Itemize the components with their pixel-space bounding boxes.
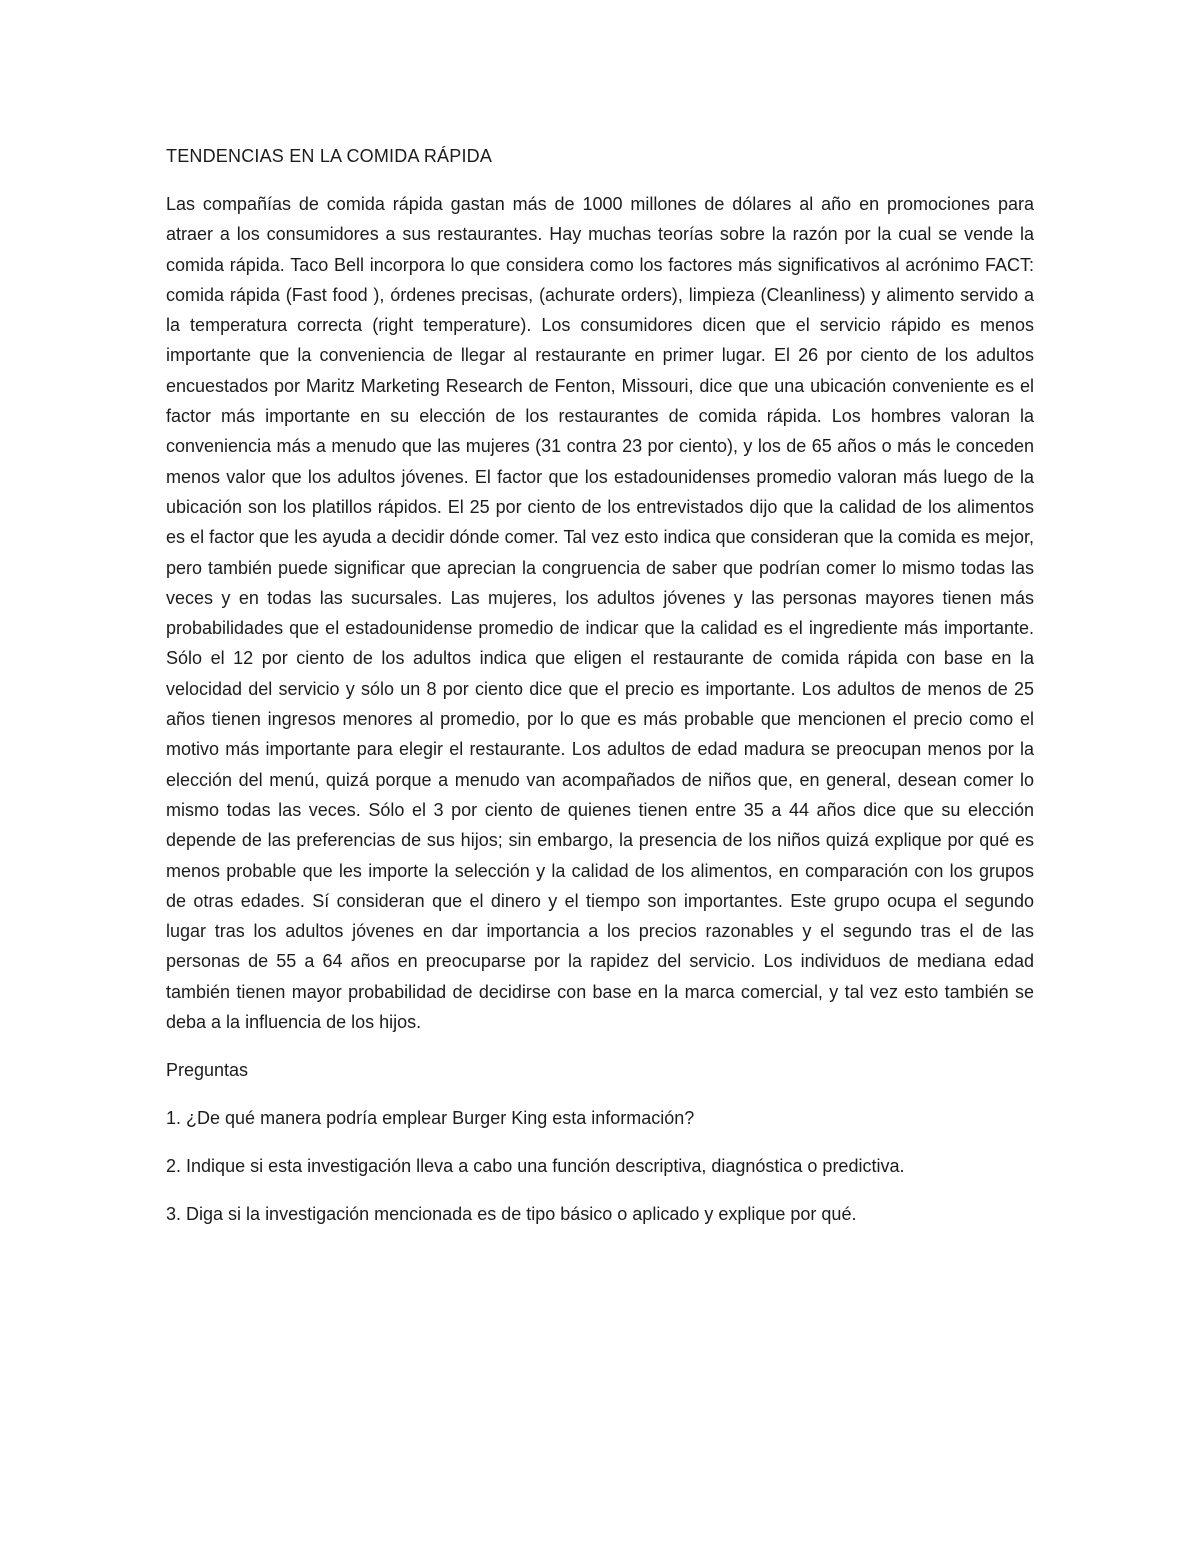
questions-heading: Preguntas [166,1060,249,1081]
document-title: TENDENCIAS EN LA COMIDA RÁPIDA [166,146,493,166]
question-item [166,1103,1034,1133]
question-item [166,1199,1034,1229]
question-number: 3. [166,1204,182,1225]
question-text: Indique si esta investigación lleva a cabo una función descriptiva, diagnóstica o predictiva. [186,1156,905,1177]
question-text: ¿De qué manera podría emplear Burger King esta información? [186,1108,695,1129]
question-number: 2. [166,1156,182,1177]
question-text: Diga si la investigación mencionada es de tipo básico o aplicado y explique por qué. [186,1204,857,1225]
body-paragraph: Las compañías de comida rápida gastan más de 1000 millones de dólares al año en promociones para atraer a los consumidores a sus restaurantes. Hay muchas teorías sobre la razón por la cual se vende la comida rápida. Taco Bell incorpora lo que considera como los factores más significativos al acrónimo FACT: comida rápida (Fast food ), órdenes precisas, (achurate orders), limpieza (Cleanliness) y alimento servido a la temperatura correcta (right temperature). Los consumidores dicen que el servicio rápido es menos importante que la conveniencia de llegar al restaurante en primer lugar. El 26 por ciento de los adultos encuestados por Maritz Marketing Research de Fenton, Missouri, dice que una ubicación conveniente es el factor más importante en su elección de los restaurantes de comida rápida. Los hombres valoran la conveniencia más a menudo que las mujeres (31 contra 23 por ciento), y los de 65 años o más le conceden menos valor que los adultos jóvenes. El factor que los estadounidenses promedio valoran más luego de la ubicación son los platillos rápidos. El 25 por ciento de los entrevistados dijo que la calidad de los alimentos es el factor que les ayuda a decidir dónde comer. Tal vez esto indica que consideran que la comida es mejor, pero también puede significar que aprecian la congruencia de saber que podrían comer lo mismo todas las veces y en todas las sucursales. Las mujeres, los adultos jóvenes y las personas mayores tienen más probabilidades que el estadounidense promedio de indicar que la calidad es el ingrediente más importante. Sólo el 12 por ciento de los adultos indica que eligen el restaurante de comida rápida con base en la velocidad del servicio y sólo un 8 por ciento dice que el precio es importante. Los adultos de menos de 25 años tienen ingresos menores al promedio, por lo que es más probable que mencionen el precio como el motivo más importante para elegir el restaurante. Los adultos de edad madura se preocupan menos por la elección del menú, quizá porque a menudo van acompañados de niños que, en general, desean comer lo mismo todas las veces. Sólo el 3 por ciento de quienes tienen entre 35 a 44 años dice que su elección depende de las preferencias de sus hijos; sin embargo, la presencia de los niños quizá explique por qué es menos probable que les importe la selección y la calidad de los alimentos, en comparación con los grupos de otras edades. Sí consideran que el dinero y el tiempo son importantes. Este grupo ocupa el segundo lugar tras los adultos jóvenes en dar importancia a los precios razonables y el segundo tras el de las personas de 55 a 64 años en preocuparse por la rapidez del servicio. Los individuos de mediana edad también tienen mayor probabilidad de decidirse con base en la marca comercial, y tal vez esto también se deba a la influencia de los hijos. [166,194,1034,1033]
document-content [166,141,1034,1247]
question-number: 1. [166,1108,182,1129]
question-item [166,1151,1034,1181]
